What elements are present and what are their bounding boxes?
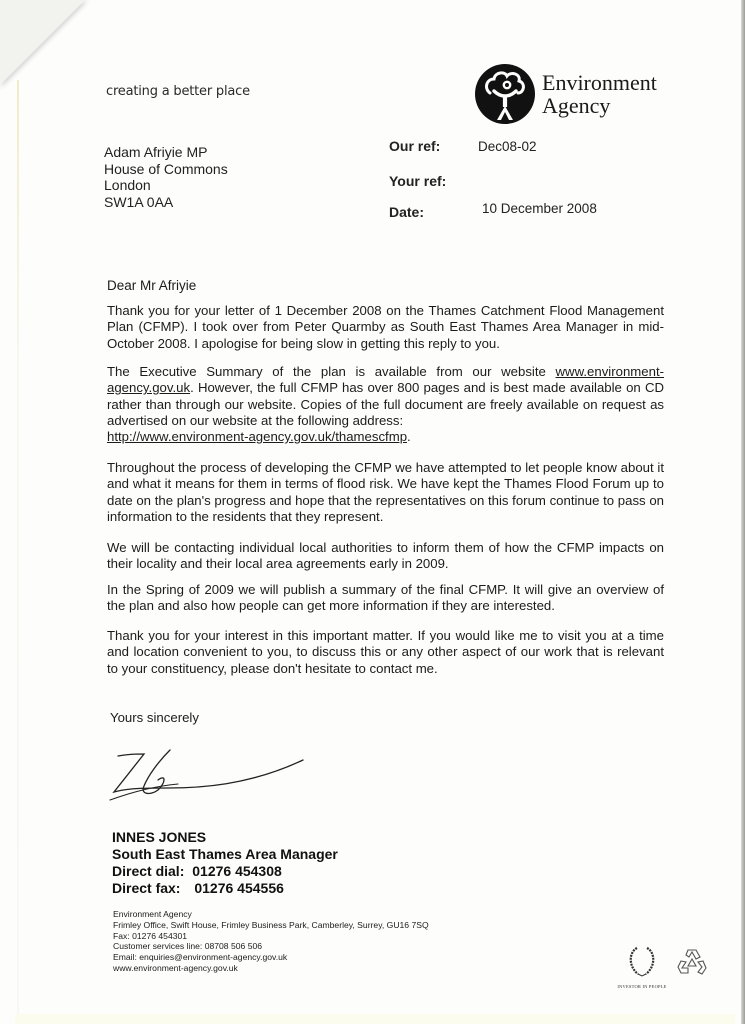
- date-row: [389, 201, 597, 220]
- paragraph-2-text-cont: . However, the full CFMP has over 800 pages and is best made available on CD rather than through our website. Copies of the full document are freely available on request as advertised on our website at the following address:: [107, 380, 664, 428]
- recipient-address: [104, 144, 228, 210]
- paragraph-6: Thank you for your interest in this important matter. If you would like me to visit you at a time and location convenient to you, to discuss this or any other aspect of our work that is relevant to your constituency, please don't hesitate to contact me.: [107, 628, 664, 676]
- laurel-wreath-icon: [625, 944, 659, 978]
- direct-fax-label: Direct fax:: [112, 880, 181, 896]
- paragraph-4: We will be contacting individual local authorities to inform them of how the CFMP impacts on their locality and their local area agreements early in 2009.: [107, 540, 664, 572]
- website-link[interactable]: www.environment-agency.gov.uk: [107, 364, 664, 396]
- paragraph-2-text: The Executive Summary of the plan is available from our website: [107, 364, 556, 379]
- logo-text-line1: Environment: [542, 70, 657, 95]
- address-line: SW1A 0AA: [104, 193, 174, 210]
- footer-email: Email: enquiries@environment-agency.gov.uk: [113, 952, 288, 963]
- tagline: creating a better place: [106, 84, 250, 99]
- closing: Yours sincerely: [110, 710, 199, 725]
- paragraph-2: [107, 364, 664, 445]
- date-value: 10 December 2008: [482, 201, 597, 216]
- signatory-block: [112, 829, 338, 897]
- paragraph-1: Thank you for your letter of 1 December 2008 on the Thames Catchment Flood Management Plan (CFMP). I took over from Peter Quarmby as South East Thames Area Manager in mid-October 2008. I apologise for being slow in getting this reply to you.: [107, 303, 664, 351]
- address-line: London: [104, 177, 151, 193]
- salutation: Dear Mr Afriyie: [107, 278, 197, 293]
- your-ref-label: Your ref:: [389, 173, 447, 189]
- direct-dial-label: Direct dial:: [112, 863, 185, 879]
- agency-logo: [474, 63, 657, 125]
- thamescfmp-link[interactable]: http://www.environment-agency.gov.uk/thamescfmp: [107, 429, 408, 445]
- paper-bottom-edge: [15, 1014, 735, 1024]
- direct-dial-number: 01276 454308: [192, 863, 282, 879]
- our-ref-label: Our ref:: [389, 138, 441, 154]
- our-ref-value: Dec08-02: [478, 139, 537, 154]
- direct-dial-row: [112, 863, 338, 880]
- logo-text-line2: Agency: [542, 93, 611, 118]
- folded-corner: [0, 0, 85, 85]
- footer-line: Customer services line: 08708 506 506: [113, 941, 263, 952]
- paragraph-3: Throughout the process of developing the CFMP we have attempted to let people know about it and what it means for them in terms of flood risk. We have kept the Thames Flood Forum up to date on the plan's progress and hope that the representatives on this forum continue to pass on information to the residents that they represent.: [107, 460, 664, 524]
- investor-in-people-label: INVESTOR IN PEOPLE: [617, 984, 667, 989]
- signatory-name: INNES JONES: [112, 829, 207, 845]
- footer-line: Fax: 01276 454301: [113, 930, 188, 941]
- address-line: Adam Afriyie MP: [104, 144, 208, 160]
- date-label: Date:: [389, 204, 425, 220]
- your-ref-row: [389, 173, 478, 189]
- direct-fax-number: 01276 454556: [194, 880, 284, 896]
- direct-fax-row: [112, 880, 338, 897]
- paper-right-edge: [741, 0, 745, 1024]
- footer-website: www.environment-agency.gov.uk: [113, 962, 238, 973]
- footer-line: Frimley Office, Swift House, Frimley Business Park, Camberley, Surrey, GU16 7SQ: [113, 919, 429, 930]
- paper-left-edge: [17, 80, 19, 1020]
- environment-agency-tree-person-logo-icon: [474, 63, 536, 125]
- our-ref-row: [389, 138, 537, 154]
- footer-line: Environment Agency: [113, 909, 192, 919]
- address-line: House of Commons: [104, 160, 228, 177]
- investor-in-people-badge: [612, 944, 672, 989]
- recycle-icon: [676, 946, 708, 978]
- handwritten-signature: [108, 748, 308, 808]
- paragraph-5: In the Spring of 2009 we will publish a summary of the final CFMP. It will give an overview of the plan and also how people can get more information if they are interested.: [107, 582, 664, 614]
- paragraph-2-end: .: [407, 429, 411, 445]
- signatory-title: South East Thames Area Manager: [112, 846, 338, 862]
- footer-contact: [113, 909, 429, 974]
